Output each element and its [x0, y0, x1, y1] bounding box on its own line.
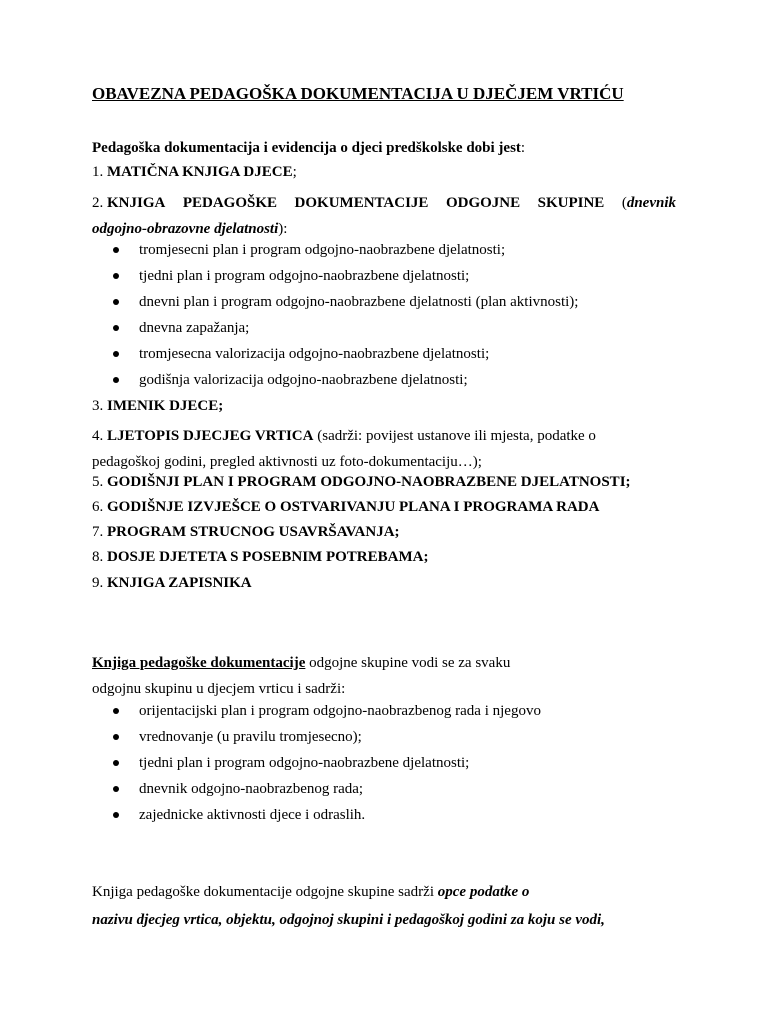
section-text-line2: odgojnu skupinu u djecjem vrticu i sadrži: — [92, 681, 346, 697]
list-item — [113, 724, 541, 750]
bullet-icon — [113, 708, 119, 714]
item-number: 4. — [92, 428, 107, 444]
list-item — [113, 367, 578, 393]
bullet-icon — [113, 760, 119, 766]
document-title: OBAVEZNA PEDAGOŠKA DOKUMENTACIJA U DJEČJEM VRTIĆU — [92, 84, 624, 103]
section-text: odgojne skupine vodi se za svaku — [305, 655, 511, 671]
bullet-text: tromjesecna valorizacija odgojno-naobrazbene djelatnosti; — [139, 346, 490, 362]
section-emphasis: opce podatke o — [437, 884, 530, 900]
list-item-7 — [92, 524, 400, 541]
list-item — [113, 802, 541, 828]
item-heading: LJETOPIS DJECJEG VRTICA — [107, 428, 314, 444]
section-sadrzi — [92, 878, 605, 934]
item-word: KNJIGA — [107, 195, 166, 211]
item-subtitle-end: ): — [278, 221, 288, 237]
item-word: dnevnik — [626, 195, 676, 211]
list-item — [113, 237, 578, 263]
item-heading: DOSJE DJETETA S POSEBNIM POTREBAMA; — [107, 549, 429, 565]
section-text: Knjiga pedagoške dokumentacije odgojne skupine sadrži — [92, 884, 438, 900]
item-word: PEDAGOŠKE — [182, 195, 278, 211]
bullet-text: dnevna zapažanja; — [139, 320, 250, 336]
list-item-2 — [92, 190, 676, 242]
list-item — [113, 698, 541, 724]
list-item — [113, 341, 578, 367]
bullet-text: tromjesecni plan i program odgojno-naobrazbene djelatnosti; — [139, 242, 506, 258]
item-heading: GODIŠNJI PLAN I PROGRAM ODGOJNO-NAOBRAZBENE DJELATNOSTI; — [107, 474, 631, 490]
list-item-3 — [92, 398, 223, 415]
list-item — [113, 750, 541, 776]
intro-line — [92, 140, 525, 157]
item-word: DOKUMENTACIJE — [294, 195, 429, 211]
list-item — [113, 289, 578, 315]
bullet-icon — [113, 325, 119, 331]
item-heading: KNJIGA ZAPISNIKA — [107, 575, 252, 591]
item-subtitle: odgojno-obrazovne djelatnosti — [92, 221, 279, 237]
bullet-icon — [113, 377, 119, 383]
item-continuation: pedagoškoj godini, pregled aktivnosti uz foto-dokumentaciju…); — [92, 454, 482, 470]
bullet-text: dnevni plan i program odgojno-naobrazbene djelatnosti (plan aktivnosti); — [139, 294, 579, 310]
bullet-text: tjedni plan i program odgojno-naobrazbene djelatnosti; — [139, 268, 470, 284]
list-item-1 — [92, 164, 297, 181]
list-item-8 — [92, 549, 428, 566]
item-rest: (sadrži: povijest ustanove ili mjesta, podatke o — [313, 428, 596, 444]
list-item — [113, 263, 578, 289]
list-item-5 — [92, 474, 631, 491]
item-number: 9. — [92, 575, 107, 591]
section-emphasis-line2: nazivu djecjeg vrtica, objektu, odgojnoj skupini i pedagoškoj godini za koju se vodi, — [92, 912, 605, 928]
item-heading: IMENIK DJECE; — [107, 398, 224, 414]
item-number: 1. — [92, 164, 107, 180]
list-item — [113, 776, 541, 802]
bullet-text: godišnja valorizacija odgojno-naobrazbene djelatnosti; — [139, 372, 468, 388]
item-word: ODGOJNE — [445, 195, 521, 211]
list-item-9 — [92, 575, 252, 592]
bullet-list-1 — [113, 237, 578, 393]
intro-text: Pedagoška dokumentacija i evidencija o djeci predškolske dobi jest — [92, 140, 521, 156]
item-number: 6. — [92, 499, 107, 515]
bullet-text: tjedni plan i program odgojno-naobrazbene djelatnosti; — [139, 755, 470, 771]
list-item-4 — [92, 423, 596, 475]
item-heading: PROGRAM STRUCNOG USAVRŠAVANJA; — [107, 524, 400, 540]
section-knjiga-pedagoske — [92, 650, 510, 702]
item-number: 8. — [92, 549, 107, 565]
item-word: SKUPINE — [537, 195, 605, 211]
item-number: 3. — [92, 398, 107, 414]
item-paren: ( — [621, 195, 627, 211]
bullet-icon — [113, 812, 119, 818]
item-number: 7. — [92, 524, 107, 540]
list-item — [113, 315, 578, 341]
bullet-icon — [113, 734, 119, 740]
list-item-6 — [92, 499, 599, 516]
section-heading: Knjiga pedagoške dokumentacije — [92, 655, 306, 671]
bullet-text: dnevnik odgojno-naobrazbenog rada; — [139, 781, 364, 797]
item-number: 2. — [92, 195, 107, 211]
item-number: 5. — [92, 474, 107, 490]
bullet-text: zajednicke aktivnosti djece i odraslih. — [139, 807, 366, 823]
item-rest: ; — [292, 164, 297, 180]
bullet-icon — [113, 247, 119, 253]
bullet-icon — [113, 273, 119, 279]
bullet-icon — [113, 299, 119, 305]
bullet-icon — [113, 351, 119, 357]
intro-colon: : — [520, 140, 526, 156]
bullet-list-2 — [113, 698, 541, 828]
bullet-text: vrednovanje (u pravilu tromjesecno); — [139, 729, 362, 745]
bullet-text: orijentacijski plan i program odgojno-naobrazbenog rada i njegovo — [139, 703, 541, 719]
item-heading: MATIČNA KNJIGA DJECE — [107, 164, 293, 180]
item-heading: GODIŠNJE IZVJEŠCE O OSTVARIVANJU PLANA I PROGRAMA RADA — [107, 499, 600, 515]
bullet-icon — [113, 786, 119, 792]
